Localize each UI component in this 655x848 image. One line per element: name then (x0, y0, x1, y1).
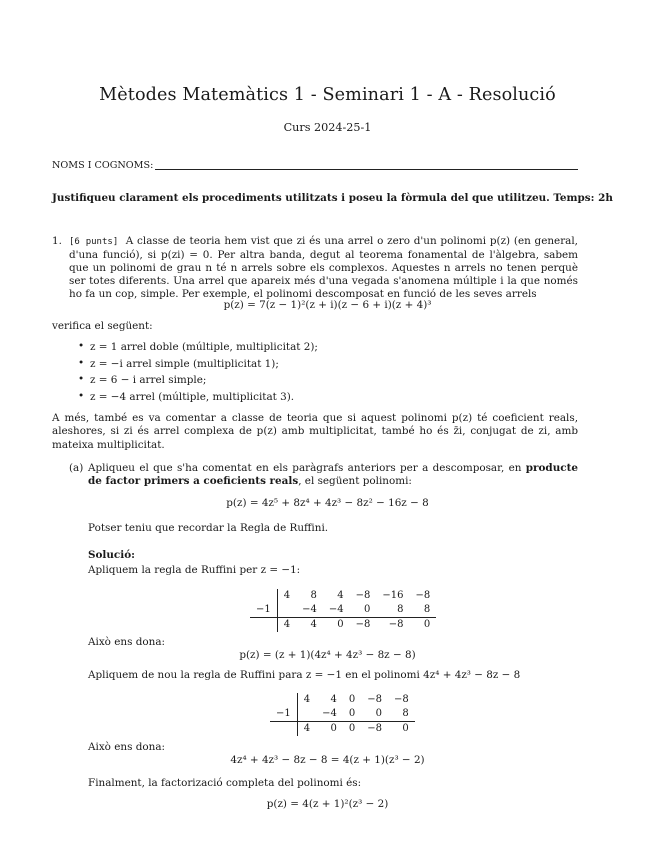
final-equation: p(z) = 4(z + 1)²(z³ − 2) (266, 798, 389, 810)
ruffini-cell: −8 (394, 694, 409, 705)
question-number: 1. (52, 235, 62, 247)
name-label: NOMS I COGNOMS: (52, 160, 154, 171)
ruffini-cell (297, 707, 316, 722)
ruffini-cell: −4 (302, 604, 317, 615)
ruffini-cell (277, 603, 296, 618)
ruffini-cell: 0 (348, 694, 356, 705)
instructions: Justifiqueu clarament els procediments utilitzats i poseu la fòrmula del que utilitzeu. Temps: 2h (52, 192, 613, 204)
ruffini-cell: 4 (303, 694, 311, 705)
extra-paragraph: A més, també es va comentar a classe de teoria que si aquest polinomi p(z) té coeficient reals, aleshores, si zi és arrel complexa de p(z) amb multiplicitat, també ho és z̄i, conjugat de zi, amb mateixa multiplicitat. (52, 412, 578, 451)
name-field[interactable] (52, 160, 578, 172)
part-a-statement (88, 462, 578, 489)
part-a-text: Apliqueu el que s'ha comentat en els paràgrafs anteriors per a descomposar, en (88, 462, 522, 474)
page-title: Mètodes Matemàtics 1 - Seminari 1 - A - Resolució (99, 85, 556, 105)
ruffini-cell: 8 (402, 708, 409, 719)
ruffini-cell: −8 (355, 590, 371, 601)
ruffini-cell: 4 (296, 618, 323, 633)
intro-text: A classe de teoria hem vist que zi és una arrel o zero d'un polinomi p(z) (en general, d'una funció), si p(zi) = 0. Per altra banda, degut al teorema fonamental de l'àlgebra, sabem que un polinomi de grau n té n arrels sobre els complexos. Aquestes n arrels no tenen perquè ser totes diferents. Una arrel que apareix més d'una vegada s'anomena múltiple i la que només ho fa un cop, simple. Per exemple, el polinomi descomposat en funció de les seves arrels (69, 235, 578, 301)
solution-label: Solució: (88, 549, 135, 561)
ruffini-cell: −8 (350, 618, 377, 633)
ruffini-cell: 0 (364, 604, 371, 615)
ruffini-cell: −8 (415, 590, 431, 601)
ruffini-table-2 (270, 693, 415, 736)
example-equation: p(z) = 7(z − 1)²(z + i)(z − 6 + i)(z + 4)³ (223, 299, 432, 311)
ruffini-cell: 0 (343, 722, 361, 737)
ruffini-cell: −8 (376, 618, 409, 633)
verifies-text: verifica el següent: (52, 320, 153, 332)
ruffini-cell: −4 (328, 604, 344, 615)
ruffini-cell: −16 (382, 590, 404, 601)
ruffini-cell: 8 (423, 604, 431, 615)
ruffini-cell: 0 (348, 708, 356, 719)
part-a-label: (a) (69, 462, 84, 474)
ruffini-cell: 4 (330, 694, 337, 705)
result1-equation: p(z) = (z + 1)(4z⁴ + 4z³ − 8z − 8) (239, 649, 416, 661)
ruffini-cell: 4 (337, 590, 344, 601)
ruffini-cell: 8 (310, 590, 317, 601)
final-label: Finalment, la factorizació completa del polinomi és: (88, 777, 362, 789)
ruffini-cell: 0 (409, 618, 436, 633)
name-line[interactable] (155, 169, 578, 170)
question-intro (69, 235, 578, 302)
ruffini-cell: 0 (316, 722, 343, 737)
hint-text: Potser teniu que recordar la Regla de Ruffini. (88, 522, 329, 534)
gives1-text: Això ens dona: (88, 636, 166, 648)
ruffini-cell: 0 (388, 722, 415, 737)
ruffini-cell: 4 (283, 590, 291, 601)
result2-equation: 4z⁴ + 4z³ − 8z − 8 = 4(z + 1)(z³ − 2) (230, 754, 425, 766)
ruffini-root: −1 (270, 707, 297, 722)
ruffini-cell: 4 (297, 722, 316, 737)
ruffini-cell: −4 (322, 708, 337, 719)
ruffini-table-1 (250, 589, 436, 632)
roots-list (78, 341, 318, 407)
list-item: • z = 6 − i arrel simple; (78, 374, 318, 391)
ruffini-root: −1 (250, 603, 277, 618)
list-item: • z = 1 arrel doble (múltiple, multiplicitat 2); (78, 341, 318, 358)
step1-text: Apliquem la regla de Ruffini per z = −1: (88, 564, 301, 576)
ruffini-cell: 4 (277, 618, 296, 633)
ruffini-cell: 0 (375, 708, 382, 719)
points-label: [6 punts] (69, 237, 119, 247)
gives2-text: Això ens dona: (88, 741, 166, 753)
ruffini-cell: 0 (323, 618, 350, 633)
part-a-text-after: , el següent polinomi: (298, 475, 412, 488)
step2-text: Apliquem de nou la regla de Ruffini para z = −1 en el polinomi 4z⁴ + 4z³ − 8z − 8 (88, 669, 521, 681)
part-a-bold: producte de factor primers a coeficients reals (88, 462, 578, 488)
ruffini-cell: −8 (367, 694, 382, 705)
list-item: • z = −4 arrel (múltiple, multiplicitat 3). (78, 391, 318, 408)
ruffini-cell: 8 (397, 604, 404, 615)
ruffini-cell: −8 (361, 722, 388, 737)
list-item: • z = −i arrel simple (multiplicitat 1); (78, 358, 318, 375)
polynomial-equation: p(z) = 4z⁵ + 8z⁴ + 4z³ − 8z² − 16z − 8 (226, 497, 429, 509)
course-label: Curs 2024-25-1 (283, 121, 372, 134)
